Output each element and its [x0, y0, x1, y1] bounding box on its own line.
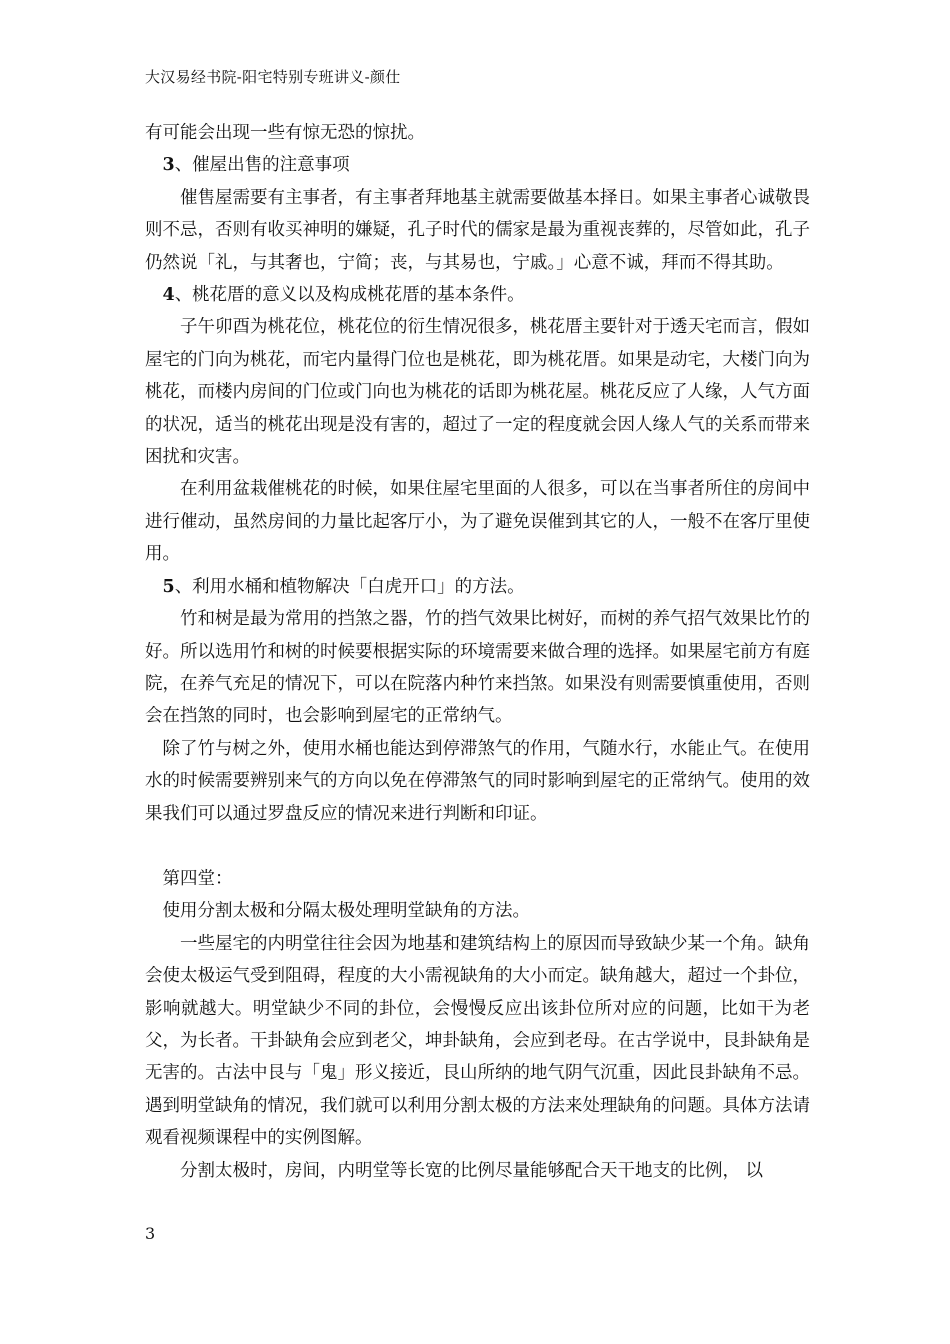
- paragraph-gap: [145, 830, 810, 863]
- paragraph: 子午卯酉为桃花位，桃花位的衍生情况很多，桃花厝主要针对于透天宅而言，假如屋宅的门向为桃花，而宅内量得门位也是桃花，即为桃花厝。如果是动宅，大楼门向为桃花，而楼内房间的门位或门向也为桃花的话即为桃花屋。桃花反应了人缘，人气方面的状况，适当的桃花出现是没有害的，超过了一定的程度就会因人缘人气的关系而带来困扰和灾害。: [145, 317, 810, 468]
- paragraph: 分割太极时，房间，内明堂等长宽的比例尽量能够配合天干地支的比例， 以: [180, 1160, 764, 1181]
- paragraph: 一些屋宅的内明堂往往会因为地基和建筑结构上的原因而导致缺少某一个角。缺角会使太极运气受到阻碍，程度的大小需视缺角的大小而定。缺角越大，超过一个卦位，影响就越大。明堂缺少不同的卦位，会慢慢反应出该卦位所对应的问题，比如干为老父，为长者。干卦缺角会应到老父，坤卦缺角，会应到老母。在古学说中，艮卦缺角是无害的。古法中艮与「鬼」形义接近，艮山所纳的地气阴气沉重，因此艮卦缺角不忌。遇到明堂缺角的情况，我们就可以利用分割太极的方法来处理缺角的问题。具体方法请观看视频课程中的实例图解。: [145, 933, 810, 1149]
- paragraph: 除了竹与树之外，使用水桶也能达到停滞煞气的作用，气随水行，水能止气。在使用水的时候需要辨别来气的方向以免在停滞煞气的同时影响到屋宅的正常纳气。使用的效果我们可以通过罗盘反应的情况来进行判断和印证。: [145, 738, 810, 824]
- section-title: 、催屋出售的注意事项: [174, 155, 350, 176]
- section-heading-4: [145, 279, 810, 311]
- section-number: 5: [162, 576, 175, 597]
- paragraph: 竹和树是最为常用的挡煞之器，竹的挡气效果比树好，而树的养气招气效果比竹的好。所以选用竹和树的时候要根据实际的环境需要来做合理的选择。如果屋宅前方有庭院，在养气充足的情况下，可以在院落内种竹来挡煞。如果没有则需要慎重使用，否则会在挡煞的同时，也会影响到屋宅的正常纳气。: [145, 609, 810, 727]
- section-title: 、利用水桶和植物解决「白虎开口」的方法。: [174, 576, 525, 597]
- section-heading-5: [145, 571, 810, 603]
- document-body: [145, 117, 810, 1187]
- paragraph: 有可能会出现一些有惊无恐的惊扰。: [145, 123, 425, 143]
- section-title: 、桃花厝的意义以及构成桃花厝的基本条件。: [174, 285, 525, 306]
- paragraph: 在利用盆栽催桃花的时候，如果住屋宅里面的人很多，可以在当事者所住的房间中进行催动，虽然房间的力量比起客厅小，为了避免误催到其它的人，一般不在客厅里使用。: [145, 479, 810, 565]
- lesson-subtitle: 使用分割太极和分隔太极处理明堂缺角的方法。: [162, 901, 530, 922]
- page-header: 大汉易经书院-阳宅特别专班讲义-颜仕: [145, 68, 401, 86]
- lesson-heading: 第四堂：: [162, 868, 233, 889]
- section-heading-3: [145, 149, 810, 181]
- section-number: 3: [162, 155, 175, 176]
- paragraph: 催售屋需要有主事者，有主事者拜地基主就需要做基本择日。如果主事者心诚敬畏则不忌，否则有收买神明的嫌疑，孔子时代的儒家是最为重视丧葬的，尽管如此，孔子仍然说「礼，与其奢也，宁简；丧，与其易也，宁戚。」心意不诚，拜而不得其助。: [145, 187, 810, 273]
- section-number: 4: [162, 285, 175, 306]
- page-number: 3: [145, 1224, 156, 1243]
